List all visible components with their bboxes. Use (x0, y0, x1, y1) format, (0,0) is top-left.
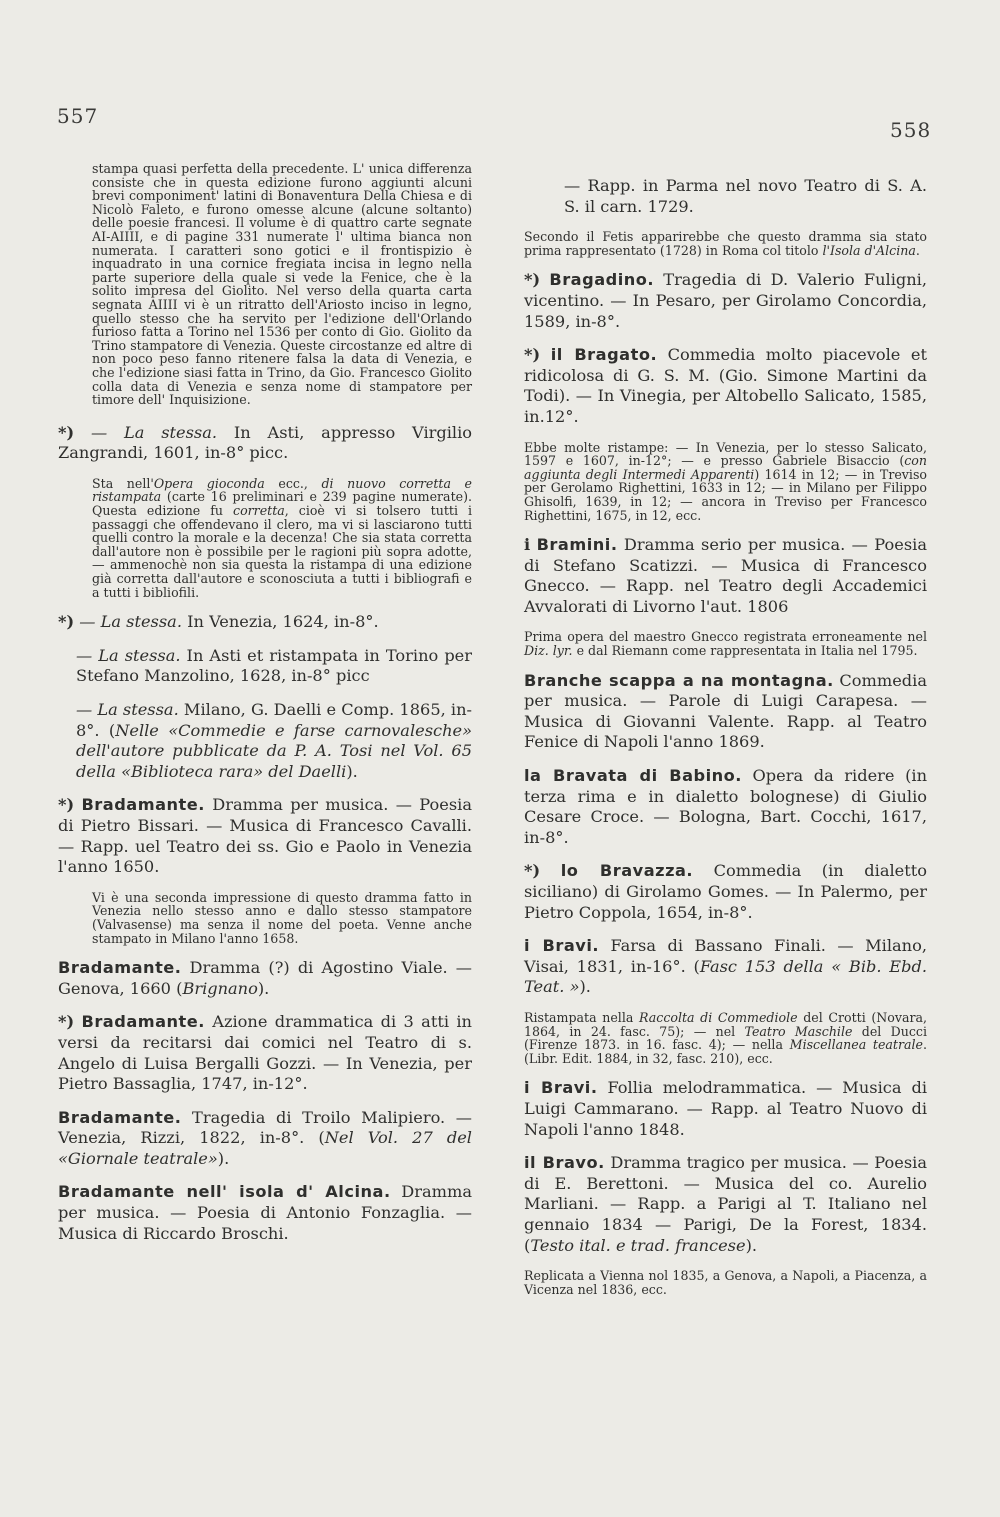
entry-il-bragato: *) il Bragato. Commedia molto piacevole et ridicolosa di G. S. M. (Gio. Simone Martini da Todi). — In Vinegia, per Altobello Salicato, 1585, in.12°. (524, 345, 927, 426)
right-column (524, 176, 927, 1309)
note-bravi-ristampata: Ristampata nella Raccolta di Commediole del Crotti (Novara, 1864, in 24. fasc. 75); — nel Teatro Maschile del Ducci (Firenze 1873. in 16. fasc. 4); — nella Miscellanea teatrale. (Libr. Edit. 1884, in 32, fasc. 210), ecc. (524, 1009, 928, 1066)
entry-bradamante-1660: Bradamante. Dramma (?) di Agostino Viale. — Genova, 1660 (Brignano). (58, 958, 472, 998)
entry-i-bravi-farsa: i Bravi. Farsa di Bassano Finali. — Milano, Visai, 1831, in-16°. (Fasc 153 della « Bib. Ebd. Teat. »). (524, 936, 927, 997)
entry-la-stessa-asti-torino-1628: — La stessa. In Asti et ristampata in Torino per Stefano Manzolino, 1628, in-8° picc (76, 645, 472, 686)
entry-la-stessa-asti-1601: *) — La stessa. In Asti, appresso Virgilio Zangrandi, 1601, in-8° picc. (58, 422, 473, 463)
page-number-right: 558 (890, 118, 932, 142)
note-gnecco: Prima opera del maestro Gnecco registrata erroneamente nel Diz. lyr. e dal Riemann come rappresentata in Italia nel 1795. (524, 629, 927, 659)
page-number-left: 557 (57, 104, 99, 128)
entry-i-bravi-follia: i Bravi. Follia melodrammatica. — Musica di Luigi Cammarano. — Rapp. al Teatro Nuovo di Napoli l'anno 1848. (524, 1078, 927, 1139)
note-bragato-ristampe: Ebbe molte ristampe: — In Venezia, per lo stesso Salicato, 1597 e 1607, in-12°; — e presso Gabriele Bisaccio (con aggiunta degli Intermedi Apparenti) 1614 in 12; — in Treviso per Gerolamo Righettini, 1633 in 12; — in Milano per Filippo Ghisolfi, 1639, in 12; — ancora in Treviso per Francesco Righettini, 1675, in 12, ecc. (524, 439, 927, 523)
entry-bradamante-1747: *) Bradamante. Azione drammatica di 3 atti in versi da recitarsi dai comici nel Teatro di s. Angelo di Luisa Bergalli Gozzi. — In Venezia, per Pietro Bassaglia, 1747, in-12°. (58, 1012, 472, 1094)
entry-bradamante-1822: Bradamante. Tragedia di Troilo Malipiero. — Venezia, Rizzi, 1822, in-8°. (Nel Vol. 27 del «Giornale teatrale»). (58, 1107, 472, 1168)
entry-bravata-di-babino: la Bravata di Babino. Opera da ridere (in terza rima e in dialetto bolognese) di Giulio Cesare Croce. — Bologna, Bart. Cocchi, 1617, in-8°. (524, 766, 927, 847)
note-opera-gioconda: Sta nell'Opera gioconda ecc., di nuovo corretta e ristampata (carte 16 preliminari e 239 pagine numerate). Questa edizione fu corretta, cioè vi si tolsero tutti i passaggi che offendevano il clero, ma vi si lasciarono tutti quelli contro la morale e la decenza! Che sia stata corretta dall'autore non è possibile per le ragioni più sopra adotte, — ammenochè non sia questa la ristampa di una edizione già corretta dall'autore e sconosciuta a tutti i bibliografi e a tutti i bibliofili. (92, 475, 473, 600)
entry-il-bravo: il Bravo. Dramma tragico per musica. — Poesia di E. Berettoni. — Musica del co. Aurelio Marliani. — Rapp. a Parigi al T. Italiano nel gennaio 1834 — Parigi, De la Forest, 1834. (Testo ital. e trad. francese). (524, 1153, 927, 1255)
note-fetis-isola-alcina: Secondo il Fetis apparirebbe che questo dramma sia stato prima rappresentato (1728) in Roma col titolo l'Isola d'Alcina. (524, 229, 927, 258)
entry-branche-scappa: Branche scappa a na montagna. Commedia per musica. — Parole di Luigi Carapesa. — Musica di Giovanni Valente. Rapp. al Teatro Fenice di Napoli l'anno 1869. (524, 670, 927, 752)
note-bradamante-1650: Vi è una seconda impressione di questo dramma fatto in Venezia nello stesso anno e dallo stesso stampatore (Valvasense) ma senza il nome del poeta. Venne anche stampato in Milano l'anno 1658. (92, 889, 472, 946)
entry-rapp-parma-1729: — Rapp. in Parma nel novo Teatro di S. A. S. il carn. 1729. (564, 176, 927, 216)
entry-bradamante-isola-alcina: Bradamante nell' isola d' Alcina. Dramma per musica. — Poesia di Antonio Fonzaglia. — Musica di Riccardo Broschi. (58, 1182, 472, 1243)
entry-bragadino: *) Bragadino. Tragedia di D. Valerio Fuligni, vicentino. — In Pesaro, per Girolamo Concordia, 1589, in-8°. (524, 270, 927, 331)
entry-lo-bravazza: *) lo Bravazza. Commedia (in dialetto siciliano) di Girolamo Gomes. — In Palermo, per Pietro Coppola, 1654, in-8°. (524, 861, 927, 922)
entry-la-stessa-venezia-1624: *) — La stessa. In Venezia, 1624, in-8°. (58, 612, 379, 632)
entry-bradamante-1650: *) Bradamante. Dramma per musica. — Poesia di Pietro Bissari. — Musica di Francesco Cavalli. — Rapp. uel Teatro dei ss. Gio e Paolo in Venezia l'anno 1650. (58, 795, 472, 877)
entry-la-stessa-milano-1865: — La stessa. Milano, G. Daelli e Comp. 1865, in-8°. (Nelle «Commedie e farse carnovalesche» dell'autore pubblicate da P. A. Tosi nel Vol. 65 della «Biblioteca rara» del Daelli). (76, 700, 473, 781)
entry-i-bramini: i Bramini. Dramma serio per musica. — Poesia di Stefano Scatizzi. — Musica di Francesco Gnecco. — Rapp. nel Teatro degli Accademici Avvalorati di Livorno l'aut. 1806 (524, 535, 927, 616)
continuation-note: stampa quasi perfetta della precedente. L' unica differenza consiste che in questa edizione furono aggiunti alcuni brevi componiment' latini di Bonaventura Della Chiesa e di Nicolò Faleto, e furono omesse alcune (alcune soltanto) delle poesie francesi. Il volume è di quattro carte segnate AI-AIIII, e di pagine 331 numerate l' ultima bianca non numerata. I caratteri sono gotici e il frontispizio è inquadrato in una cornice fregiata incisa in legno nella parte superiore della quale si vede la Fenice, che è la solito impresa del Giolito. Nel verso della quarta carta segnata AIIII vi è un ritratto dell'Ariosto inciso in legno, quello stesso che ha servito per l'edizione dell'Orlando furioso fatta a Torino nel 1536 per conto di Gio. Giolito da Trino stampatore di Venezia. Queste circostanze ed altre di non poco peso fanno ritenere falsa la data di Venezia, e che l'edizione siasi fatta in Trino, da Gio. Francesco Giolito colla data di Venezia e senza nome di stampatore per timore dell' Inquisizione. (92, 161, 472, 408)
note-il-bravo-replicata: Replicata a Vienna nol 1835, a Genova, a Napoli, a Piacenza, a Vicenza nel 1836, ecc. (524, 1268, 927, 1297)
left-column (58, 162, 472, 1257)
